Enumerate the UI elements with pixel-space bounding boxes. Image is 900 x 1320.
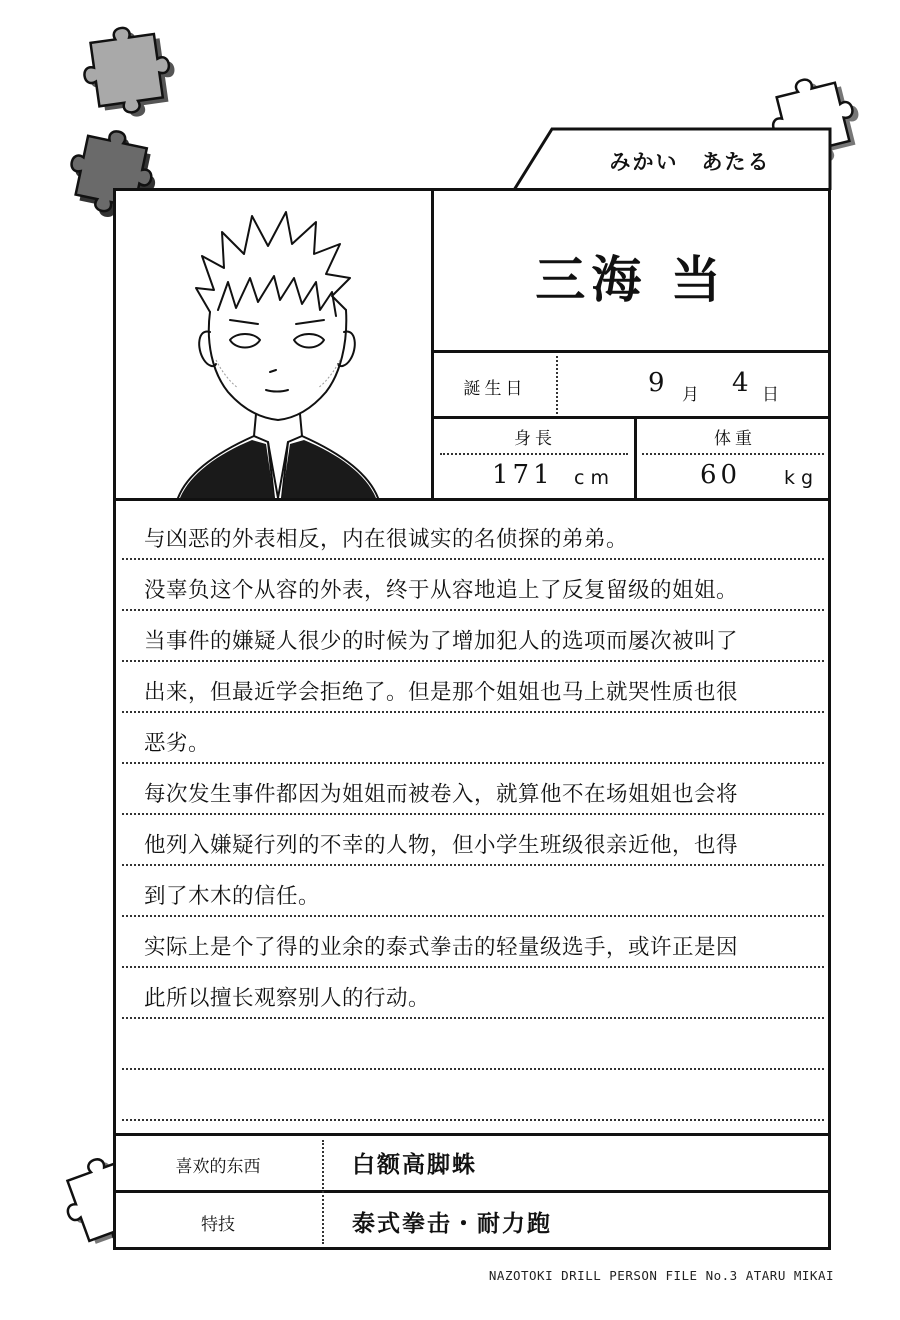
divider [556,356,558,414]
description-line: 此所以擅长观察别人的行动。 [144,986,431,1011]
birthday-label: 誕生日 [463,379,527,399]
divider [431,190,434,501]
weight-label: 体重 [714,429,756,449]
description-line: 实际上是个了得的业余的泰式拳击的轻量级选手，或许正是因 [144,935,739,960]
puzzle-piece-icon [70,12,200,132]
likes-value: 白额高脚蛛 [352,1151,477,1178]
file-caption: NAZOTOKI DRILL PERSON FILE No.3 ATARU MIKAI [488,1268,834,1283]
birthday-day-unit: 日 [762,385,779,405]
birthday-month-unit: 月 [682,385,699,405]
portrait-illustration [118,192,430,498]
divider [642,453,824,455]
weight-value: 60 [700,460,742,490]
birthday-day: 4 [732,368,749,398]
character-name: 三海 当 [535,250,727,309]
divider [116,498,830,501]
divider [431,350,830,353]
divider [431,416,830,419]
divider [440,453,628,455]
description-line: 当事件的嫌疑人很少的时候为了增加犯人的选项而屡次被叫了 [144,629,739,654]
description-line: 与凶恶的外表相反，内在很诚实的名侦探的弟弟。 [144,527,629,552]
divider [634,416,637,501]
height-unit: cm [574,467,615,489]
description-line: 到了木木的信任。 [144,884,321,909]
likes-label: 喜欢的东西 [175,1157,261,1177]
name-reading: みかい あたる [609,150,771,174]
description-line: 没辜负这个从容的外表，终于从容地追上了反复留级的姐姐。 [144,578,739,603]
divider [322,1140,324,1244]
skills-value: 泰式拳击・耐力跑 [352,1210,552,1237]
skills-label: 特技 [201,1215,235,1235]
divider [116,1190,830,1193]
description-line: 他列入嫌疑行列的不幸的人物，但小学生班级很亲近他，也得 [144,833,739,858]
description-line: 每次发生事件都因为姐姐而被卷入，就算他不在场姐姐也会将 [144,782,739,807]
height-label: 身長 [514,429,556,449]
birthday-month: 9 [648,368,665,398]
description-line: 恶劣。 [144,731,211,756]
weight-unit: kg [784,467,820,489]
height-value: 171 [492,460,554,490]
divider [116,1133,830,1136]
description-line: 出来，但最近学会拒绝了。但是那个姐姐也马上就哭性质也很 [144,680,739,705]
